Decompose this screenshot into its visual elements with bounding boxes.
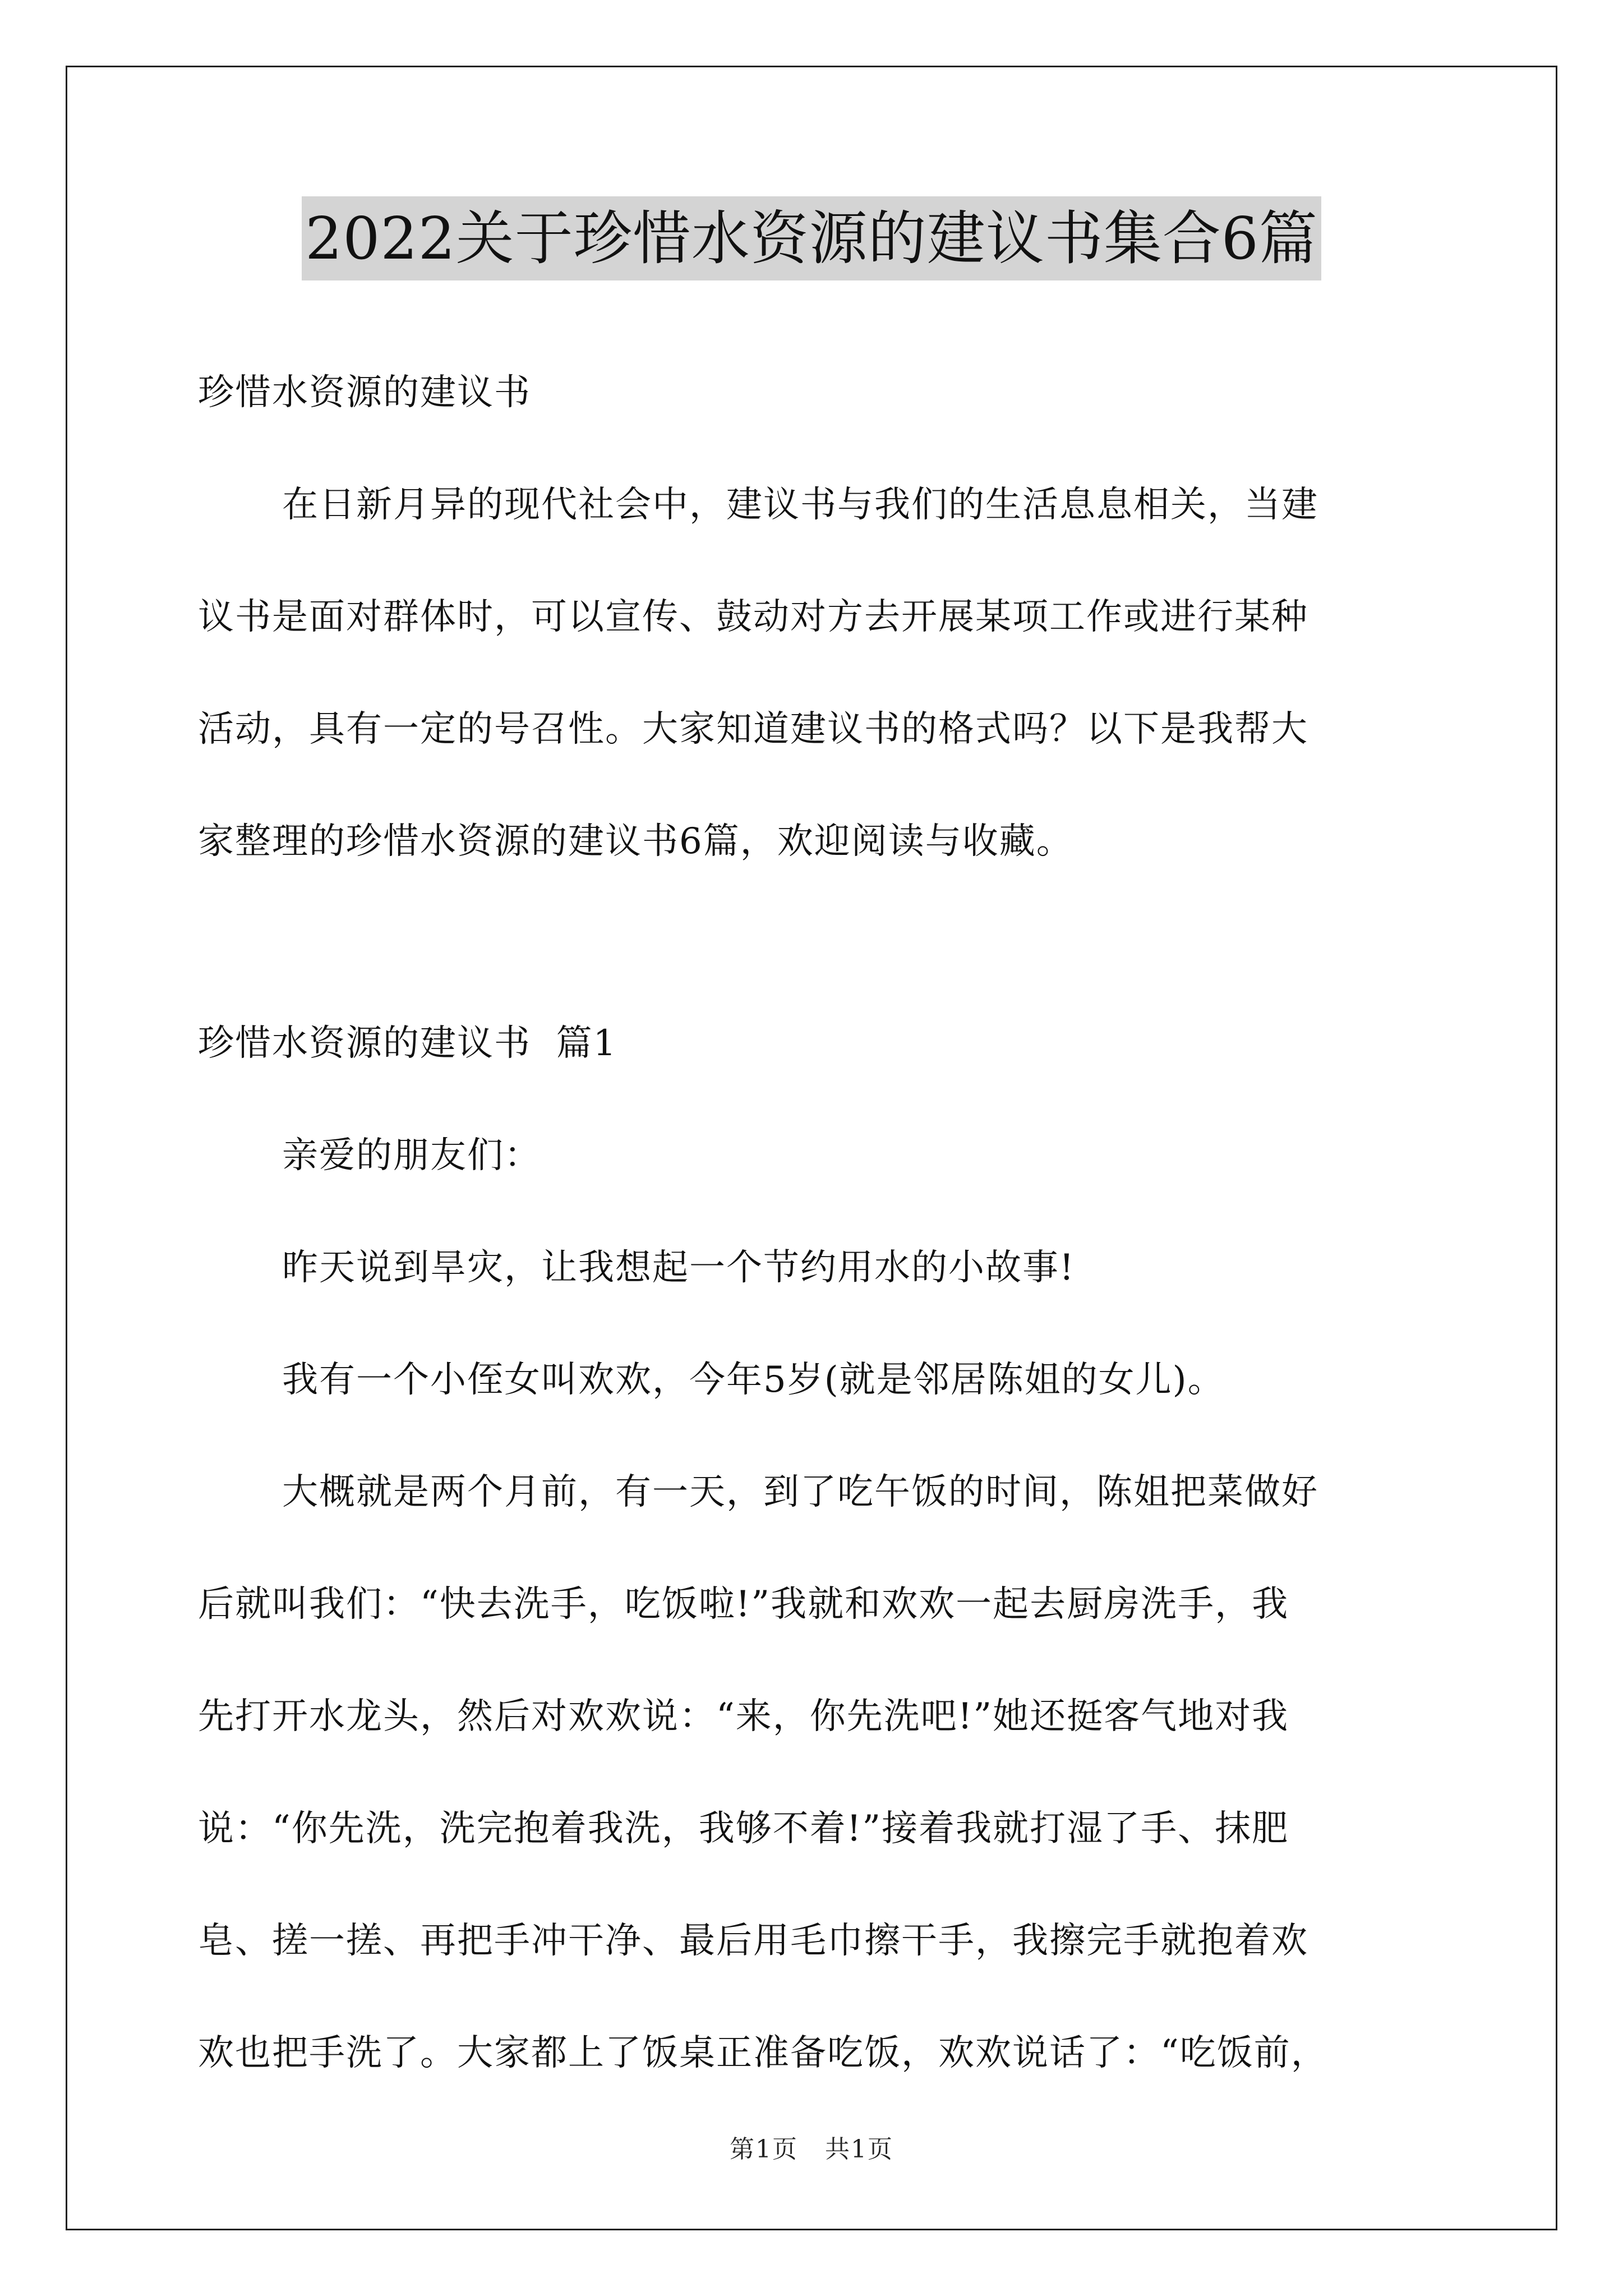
- story-line-3: 先打开水龙头，然后对欢欢说：“来，你先洗吧!”她还挺客气地对我: [198, 1696, 1289, 1737]
- greeting: 亲爱的朋友们：: [282, 1135, 541, 1176]
- paragraph-2: 我有一个小侄女叫欢欢，今年5岁(就是邻居陈姐的女儿)。: [282, 1359, 1225, 1401]
- intro-heading: 珍惜水资源的建议书: [198, 372, 531, 413]
- intro-line-2: 议书是面对群体时，可以宣传、鼓动对方去开展某项工作或进行某种: [198, 596, 1308, 638]
- story-line-4: 说：“你先洗，洗完抱着我洗，我够不着!”接着我就打湿了手、抹肥: [198, 1808, 1289, 1849]
- intro-line-1: 在日新月异的现代社会中，建议书与我们的生活息息相关，当建: [282, 484, 1318, 526]
- section-spacer: [198, 898, 1437, 987]
- title-container: [0, 196, 1623, 280]
- document-title: 2022关于珍惜水资源的建议书集合6篇: [302, 196, 1321, 280]
- section-heading: 珍惜水资源的建议书 篇1: [198, 1023, 617, 1064]
- page-footer: 第1页 共1页: [730, 2135, 893, 2164]
- intro-line-4: 家整理的珍惜水资源的建议书6篇，欢迎阅读与收藏。: [198, 821, 1073, 862]
- story-line-1: 大概就是两个月前，有一天，到了吃午饭的时间，陈姐把菜做好: [282, 1471, 1318, 1513]
- story-line-6: 欢也把手洗了。大家都上了饭桌正准备吃饭，欢欢说话了：“吃饭前，: [198, 2032, 1328, 2074]
- paragraph-1: 昨天说到旱灾，让我想起一个节约用水的小故事!: [282, 1247, 1075, 1289]
- story-line-5: 皂、搓一搓、再把手冲干净、最后用毛巾擦干手，我擦完手就抱着欢: [198, 1920, 1308, 1962]
- story-line-2: 后就叫我们：“快去洗手，吃饭啦!”我就和欢欢一起去厨房洗手，我: [198, 1584, 1289, 1625]
- intro-line-3: 活动，具有一定的号召性。大家知道建议书的格式吗？以下是我帮大: [198, 708, 1308, 750]
- document-body: [198, 337, 1437, 2109]
